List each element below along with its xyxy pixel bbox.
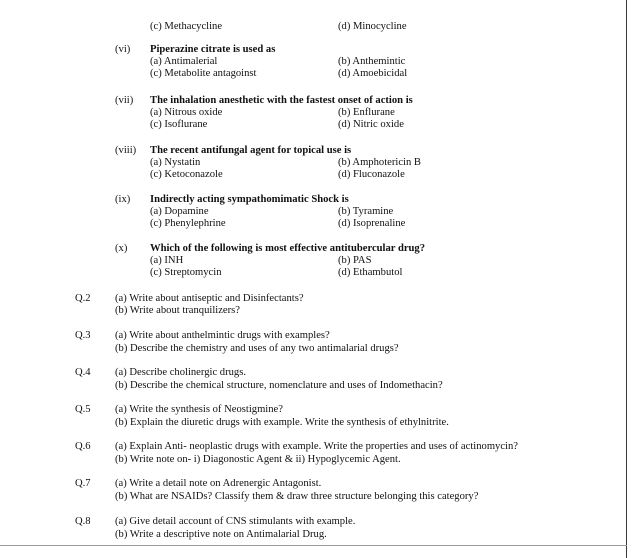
mcq-question: The inhalation anesthetic with the fastest onset of action is bbox=[150, 95, 413, 106]
option-d: (d) Minocycline bbox=[338, 21, 407, 32]
question-part-a: (a) Explain Anti- neoplastic drugs with example. Write the properties and uses of actinomycin? bbox=[115, 441, 519, 452]
option-b: (b) PAS bbox=[338, 255, 372, 266]
option-c: (c) Ketoconazole bbox=[150, 169, 223, 180]
option-a: (a) INH bbox=[150, 255, 184, 266]
question-number: Q.3 bbox=[75, 330, 91, 341]
option-a: (a) Antimalerial bbox=[150, 56, 218, 67]
question-number: Q.8 bbox=[75, 516, 91, 527]
question-part-b: (b) Write note on- i) Diagonostic Agent & ii) Hypoglycemic Agent. bbox=[115, 454, 401, 465]
question-part-b: (b) What are NSAIDs? Classify them & draw three structure belonging this category? bbox=[115, 491, 479, 502]
mcq-question: Indirectly acting sympathomimatic Shock is bbox=[150, 194, 349, 205]
page-right-border bbox=[626, 0, 627, 558]
option-d: (d) Amoebicidal bbox=[338, 68, 408, 79]
option-b: (b) Enflurane bbox=[338, 107, 395, 118]
option-c: (c) Metabolite antagoinst bbox=[150, 68, 257, 79]
option-c: (c) Streptomycin bbox=[150, 267, 222, 278]
question-number: Q.6 bbox=[75, 441, 91, 452]
option-b: (b) Tyramine bbox=[338, 206, 394, 217]
question-number: Q.5 bbox=[75, 404, 91, 415]
mcq-question: Piperazine citrate is used as bbox=[150, 44, 276, 55]
option-d: (d) Ethambutol bbox=[338, 267, 403, 278]
question-part-a: (a) Write about antiseptic and Disinfectants? bbox=[115, 293, 304, 304]
option-d: (d) Nitric oxide bbox=[338, 119, 404, 130]
question-number: Q.7 bbox=[75, 478, 91, 489]
question-part-b: (b) Write a descriptive note on Antimalarial Drug. bbox=[115, 529, 327, 540]
option-d: (d) Fluconazole bbox=[338, 169, 405, 180]
option-a: (a) Nitrous oxide bbox=[150, 107, 223, 118]
mcq-number: (vii) bbox=[115, 95, 134, 106]
option-d: (d) Isoprenaline bbox=[338, 218, 406, 229]
option-a: (a) Dopamine bbox=[150, 206, 209, 217]
question-number: Q.2 bbox=[75, 293, 91, 304]
mcq-number: (vi) bbox=[115, 44, 131, 55]
question-part-a: (a) Write the synthesis of Neostigmine? bbox=[115, 404, 283, 415]
mcq-number: (viii) bbox=[115, 145, 137, 156]
question-number: Q.4 bbox=[75, 367, 91, 378]
question-part-b: (b) Write about tranquilizers? bbox=[115, 305, 240, 316]
option-a: (a) Nystatin bbox=[150, 157, 201, 168]
question-part-a: (a) Give detail account of CNS stimulants with example. bbox=[115, 516, 356, 527]
mcq-number: (x) bbox=[115, 243, 128, 254]
option-b: (b) Amphotericin B bbox=[338, 157, 421, 168]
question-part-b: (b) Describe the chemical structure, nomenclature and uses of Indomethacin? bbox=[115, 380, 443, 391]
mcq-question: Which of the following is most effective antitubercular drug? bbox=[150, 243, 426, 254]
question-part-a: (a) Write a detail note on Adrenergic Antagonist. bbox=[115, 478, 322, 489]
option-c: (c) Methacycline bbox=[150, 21, 223, 32]
question-part-a: (a) Write about anthelmintic drugs with examples? bbox=[115, 330, 330, 341]
mcq-question: The recent antifungal agent for topical use is bbox=[150, 145, 352, 156]
page-bottom-border bbox=[0, 545, 627, 546]
question-part-b: (b) Describe the chemistry and uses of any two antimalarial drugs? bbox=[115, 343, 399, 354]
option-c: (c) Isoflurane bbox=[150, 119, 208, 130]
mcq-number: (ix) bbox=[115, 194, 131, 205]
option-c: (c) Phenylephrine bbox=[150, 218, 226, 229]
question-part-b: (b) Explain the diuretic drugs with example. Write the synthesis of ethylnitrite. bbox=[115, 417, 449, 428]
question-part-a: (a) Describe cholinergic drugs. bbox=[115, 367, 246, 378]
option-b: (b) Anthemintic bbox=[338, 56, 406, 67]
